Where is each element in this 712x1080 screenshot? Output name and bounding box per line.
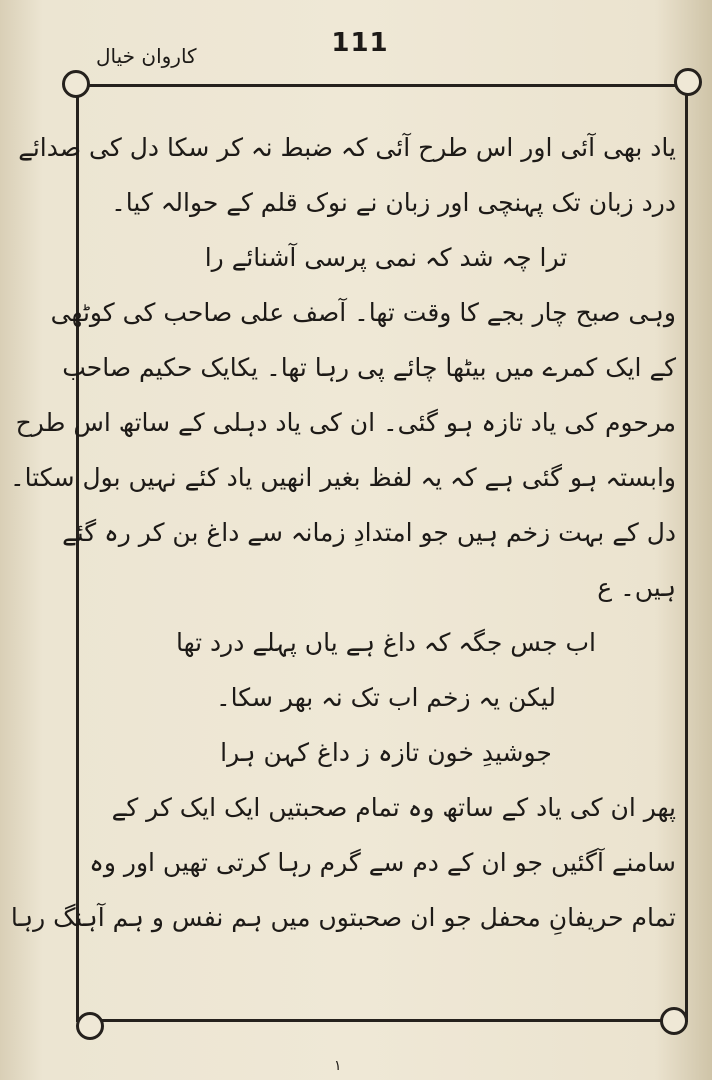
text-block [9, 120, 676, 945]
text-line: دل کے بہت زخم ہیں جو امتدادِ زمانہ سے داغ بن کر رہ گئے [62, 518, 676, 547]
text-line: وہی صبح چار بجے کا وقت تھا۔ آصف علی صاحب کی کوٹھی [50, 298, 676, 327]
text-line: وابستہ ہو گئی ہے کہ یہ لفظ بغیر انھیں یاد کئے نہیں بول سکتا۔ [9, 463, 676, 492]
corner-ornament-bottom-left [76, 1012, 104, 1040]
text-line: سامنے آگئیں جو ان کے دم سے گرم رہا کرتی تھیں اور وہ [89, 848, 676, 877]
text-line: ہیں۔ ع [597, 573, 676, 602]
verse-line: اب جس جگہ کہ داغ ہے یاں پہلے درد تھا [176, 628, 596, 657]
text-line: پھر ان کی یاد کے ساتھ وہ تمام صحبتیں ایک ایک کر کے [111, 793, 676, 822]
verse-line: لیکن یہ زخم اب تک نہ بھر سکا۔ [215, 683, 557, 712]
verse-line: جوشیدِ خون تازہ ز داغ کہن ہرا [220, 738, 552, 767]
text-line: مرحوم کی یاد تازہ ہو گئی۔ ان کی یاد دہلی کے ساتھ اس طرح [15, 408, 676, 437]
corner-ornament-top-left [62, 70, 90, 98]
bottom-mark: ۱ [334, 1058, 342, 1074]
text-line: یاد بھی آئی اور اس طرح آئی کہ ضبط نہ کر سکا دل کی صدائے [18, 133, 676, 162]
text-line: تمام حریفانِ محفل جو ان صحبتوں میں ہم نفس و ہم آہنگ رہا [10, 903, 676, 932]
text-line: کے ایک کمرے میں بیٹھا چائے پی رہا تھا۔ یکایک حکیم صاحب [62, 353, 676, 382]
verse-line: ترا چہ شد کہ نمی پرسی آشنائے را [204, 243, 568, 272]
corner-ornament-bottom-right [660, 1007, 688, 1035]
corner-ornament-top-right [674, 68, 702, 96]
text-line: درد زبان تک پہنچی اور زبان نے نوک قلم کے حوالہ کیا۔ [111, 188, 676, 217]
running-title: کاروان خیال [96, 44, 197, 68]
page-number: 111 [331, 28, 389, 58]
